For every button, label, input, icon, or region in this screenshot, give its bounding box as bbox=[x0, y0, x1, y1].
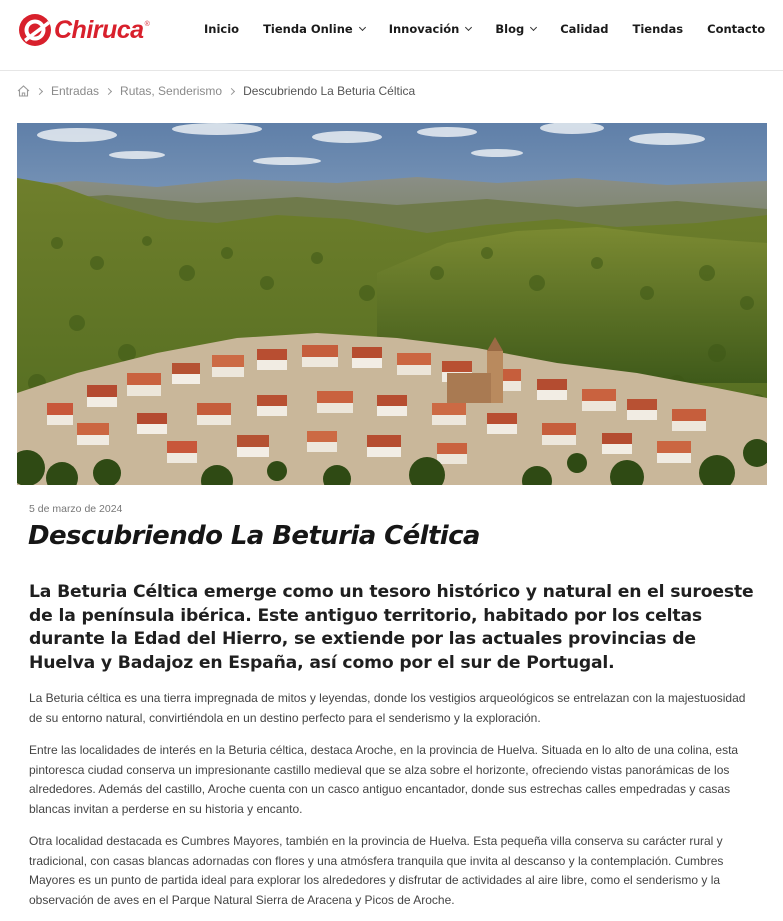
nav-label: Tiendas bbox=[632, 22, 684, 36]
landscape-village-illustration bbox=[17, 123, 767, 485]
nav-item-inicio[interactable] bbox=[204, 22, 239, 36]
nav-label: Blog bbox=[495, 22, 525, 36]
nav-label: Inicio bbox=[204, 22, 240, 36]
breadcrumb-home[interactable] bbox=[17, 85, 30, 97]
breadcrumb-link-rutas-senderismo[interactable]: Rutas, Senderismo bbox=[120, 84, 223, 98]
brand-name: Chiruca bbox=[54, 15, 144, 44]
brand-registered: ® bbox=[144, 20, 150, 28]
nav-item-contacto[interactable] bbox=[707, 22, 765, 36]
breadcrumb-separator-icon bbox=[36, 87, 43, 94]
article-lead: La Beturia Céltica emerge como un tesoro histórico y natural en el suroeste de la península ibérica. Este antiguo territorio, habitado por los celtas durante la Edad del Hierro, se extiende por las actuales provincias de Huelva y Badajoz en España, así como por el sur de Portugal. bbox=[29, 582, 754, 673]
nav-item-tiendas[interactable] bbox=[633, 22, 684, 36]
nav-label: Tienda Online bbox=[263, 22, 353, 36]
nav-item-blog[interactable] bbox=[495, 22, 536, 36]
nav-item-tienda-online[interactable] bbox=[263, 22, 365, 36]
article-date: 5 de marzo de 2024 bbox=[29, 503, 123, 515]
article-title: Descubriendo La Beturia Céltica bbox=[28, 521, 480, 551]
article-paragraph: La Beturia céltica es una tierra impregnada de mitos y leyendas, donde los vestigios arqueológicos se entrelazan con la majestuosidad de su entorno natural, convirtiéndola en un destino perfecto para el senderismo y la exploración. bbox=[29, 691, 746, 725]
breadcrumb-separator-icon bbox=[228, 87, 235, 94]
breadcrumb bbox=[17, 84, 415, 98]
nav-label: Contacto bbox=[707, 22, 766, 36]
breadcrumb-link-entradas[interactable]: Entradas bbox=[51, 84, 100, 98]
article-paragraph: Otra localidad destacada es Cumbres Mayores, también en la provincia de Huelva. Esta pequeña villa conserva su carácter rural y tradicional, con casas blancas adornadas con flores y una atmósfera tranquila que invita al descanso y la contemplación. Cumbres Mayores es un punto de partida ideal para explorar los alrededores y disfrutar de actividades al aire libre, como el senderismo y la observación de aves en el Parque Natural Sierra de Aracena y Picos de Aroche. bbox=[29, 834, 724, 907]
nav-label: Innovación bbox=[388, 22, 460, 36]
hero-image bbox=[17, 123, 767, 485]
brand-logo[interactable] bbox=[18, 13, 150, 47]
main-nav bbox=[204, 22, 783, 36]
nav-item-calidad[interactable] bbox=[560, 22, 608, 36]
nav-label: Calidad bbox=[560, 22, 609, 36]
home-icon bbox=[17, 85, 30, 97]
chevron-down-icon bbox=[359, 24, 366, 31]
chevron-down-icon bbox=[530, 24, 537, 31]
nav-item-innovacion[interactable] bbox=[389, 22, 472, 36]
site-header bbox=[0, 0, 783, 71]
chiruca-logo-icon bbox=[18, 13, 52, 47]
breadcrumb-current: Descubriendo La Beturia Céltica bbox=[243, 84, 416, 98]
chevron-down-icon bbox=[465, 24, 472, 31]
article-paragraph: Entre las localidades de interés en la Beturia céltica, destaca Aroche, en la provincia de Huelva. Situada en lo alto de una colina, esta pintoresca ciudad conserva un impresionante castillo medieval que se alza sobre el horizonte, ofreciendo vistas panorámicas de los alrededores. Además del castillo, Aroche cuenta con un casco antiguo encantador, donde sus estrechas calles empedradas y casas blancas invitan a perderse en su historia y encanto. bbox=[29, 743, 739, 816]
breadcrumb-separator-icon bbox=[105, 87, 112, 94]
